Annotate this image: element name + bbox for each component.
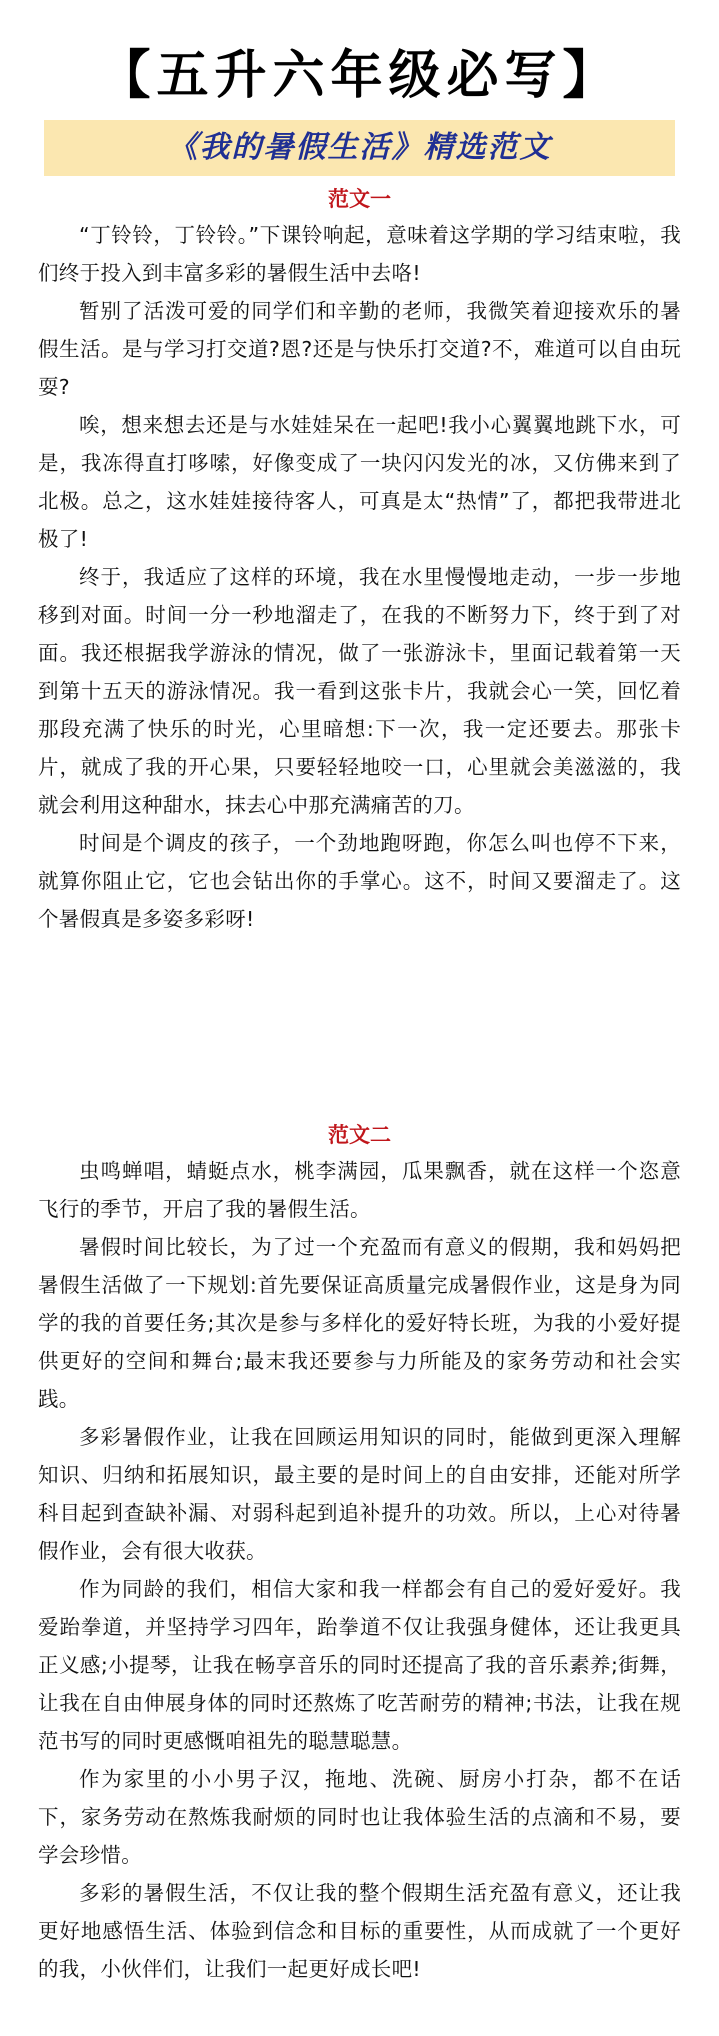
essay-two-paragraph: 虫鸣蝉唱，蜻蜓点水，桃李满园，瓜果飘香，就在这样一个恣意飞行的季节，开启了我的暑假生活。 bbox=[38, 1159, 681, 1221]
essay-one bbox=[38, 182, 681, 938]
essay-two-paragraph: 暑假时间比较长，为了过一个充盈而有意义的假期，我和妈妈把暑假生活做了一下规划:首先要保证高质量完成暑假作业，这是身为同学的我的首要任务;其次是参与多样化的爱好特长班，为我的小爱好提供更好的空间和舞台;最末我还要参与力所能及的家务劳动和社会实践。 bbox=[38, 1235, 681, 1411]
essay-one-paragraph: 时间是个调皮的孩子，一个劲地跑呀跑，你怎么叫也停不下来，就算你阻止它，它也会钻出你的手掌心。这不，时间又要溜走了。这个暑假真是多姿多彩呀! bbox=[38, 831, 681, 931]
subtitle-banner: 《我的暑假生活》精选范文 bbox=[44, 120, 675, 176]
essay-two-paragraph: 作为家里的小小男子汉，拖地、洗碗、厨房小打杂，都不在话下，家务劳动在熬炼我耐烦的同时也让我体验生活的点滴和不易，要学会珍惜。 bbox=[38, 1767, 681, 1867]
essay-one-paragraph: 唉，想来想去还是与水娃娃呆在一起吧!我小心翼翼地跳下水，可是，我冻得直打哆嗦，好像变成了一块闪闪发光的冰，又仿佛来到了北极。总之，这水娃娃接待客人，可真是太“热情”了，都把我带进北极了! bbox=[38, 413, 681, 551]
main-title: 【五升六年级必写】 bbox=[98, 45, 621, 106]
essay-two bbox=[38, 1118, 681, 1988]
essay-one-paragraph: 暂别了活泼可爱的同学们和辛勤的老师，我微笑着迎接欢乐的暑假生活。是与学习打交道?恩?还是与快乐打交道?不，难道可以自由玩耍? bbox=[38, 299, 681, 399]
essay-one-heading: 范文一 bbox=[328, 187, 391, 211]
essay-two-paragraph: 作为同龄的我们，相信大家和我一样都会有自己的爱好爱好。我爱跆拳道，并坚持学习四年，跆拳道不仅让我强身健体，还让我更具正义感;小提琴，让我在畅享音乐的同时还提高了我的音乐素养;街舞，让我在自由伸展身体的同时还熬炼了吃苦耐劳的精神;书法，让我在规范书写的同时更感慨咱祖先的聪慧聪慧。 bbox=[38, 1577, 681, 1753]
essay-two-paragraph: 多彩的暑假生活，不仅让我的整个假期生活充盈有意义，还让我更好地感悟生活、体验到信念和目标的重要性，从而成就了一个更好的我，小伙伴们，让我们一起更好成长吧! bbox=[38, 1881, 681, 1981]
essay-two-heading: 范文二 bbox=[328, 1123, 391, 1147]
essay-two-paragraph: 多彩暑假作业，让我在回顾运用知识的同时，能做到更深入理解知识、归纳和拓展知识，最主要的是时间上的自由安排，还能对所学科目起到查缺补漏、对弱科起到追补提升的功效。所以，上心对待暑假作业，会有很大收获。 bbox=[38, 1425, 681, 1563]
essay-one-paragraph: “丁铃铃，丁铃铃。”下课铃响起，意味着这学期的学习结束啦，我们终于投入到丰富多彩的暑假生活中去咯! bbox=[38, 223, 681, 285]
essay-one-paragraph: 终于，我适应了这样的环境，我在水里慢慢地走动，一步一步地移到对面。时间一分一秒地溜走了，在我的不断努力下，终于到了对面。我还根据我学游泳的情况，做了一张游泳卡，里面记载着第一天到第十五天的游泳情况。我一看到这张卡片，我就会心一笑，回忆着那段充满了快乐的时光，心里暗想:下一次，我一定还要去。那张卡片，就成了我的开心果，只要轻轻地咬一口，心里就会美滋滋的，我就会利用这种甜水，抹去心中那充满痛苦的刀。 bbox=[38, 565, 681, 817]
